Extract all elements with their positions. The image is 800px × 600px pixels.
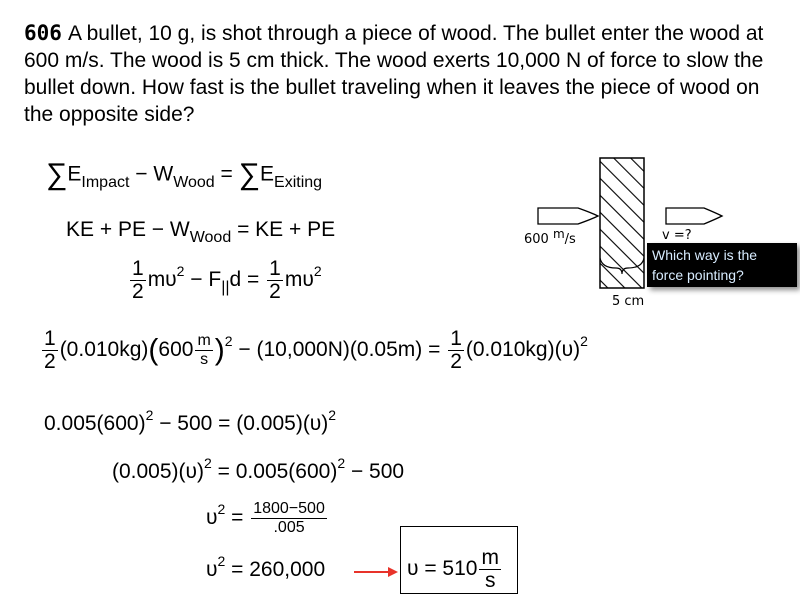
equation-substituted: $\frac{1}{2}$ (0.010kg)(600 $\frac{m}{s}$ )$^2$ − (10,000N)(0.05m) = $\frac{1}{2}$ $(0.010kg)(\upsilon)^2$ — [44, 327, 588, 373]
sigma-symbol: ∑ — [46, 158, 68, 191]
answer-value: υ = 510 $\frac{m}{s}$ — [407, 546, 499, 592]
equation-energy-balance: $\sum E_{Impact} - W_{Wood} = \sum E_{Exiting}$ — [46, 158, 323, 191]
equation-ke-pe: KE + PE − $W_{Wood}$ = KE + PE — [66, 218, 336, 246]
wood-block — [600, 158, 644, 288]
problem-number: 606 — [24, 21, 62, 45]
equation-v-squared-fraction: $\upsilon^2$ = $\frac{1800-500}{.005}$ — [206, 500, 325, 536]
result-arrow — [352, 562, 400, 582]
problem-statement — [24, 20, 784, 128]
problem-text: A bullet, 10 g, is shot through a piece of wood. The bullet enter the wood at 600 m/s. The wood is 5 cm thick. The wood exerts 10,000 N of force to slow the bullet down. How fast is the bullet traveling when it leaves the piece of wood on the opposite side? — [24, 22, 764, 126]
final-speed-label: v =? — [662, 228, 692, 243]
thickness-label: 5 cm — [612, 294, 645, 309]
incoming-bullet — [538, 208, 598, 224]
equation-numeric: $0.005(600)^2 - 500 = (0.005)(\upsilon)^2$ — [44, 407, 337, 435]
equation-symbolic: $\frac{1}{2}$ $m\upsilon^2 - F_{||}d$ = $\frac{1}{2}$ $m\upsilon^2$ — [132, 257, 322, 303]
initial-speed-label: 600 m/s — [524, 227, 576, 247]
force-direction-callout: Which way is the force pointing? — [647, 243, 797, 287]
equation-v-squared-value: $\upsilon^2 = 260,000$ — [206, 553, 326, 581]
outgoing-bullet — [666, 208, 722, 224]
answer-box — [400, 526, 518, 594]
equation-rearranged: $(0.005)(\upsilon)^2 = 0.005(600)^2 - 500$ — [112, 455, 405, 483]
sigma-symbol: ∑ — [238, 158, 261, 191]
